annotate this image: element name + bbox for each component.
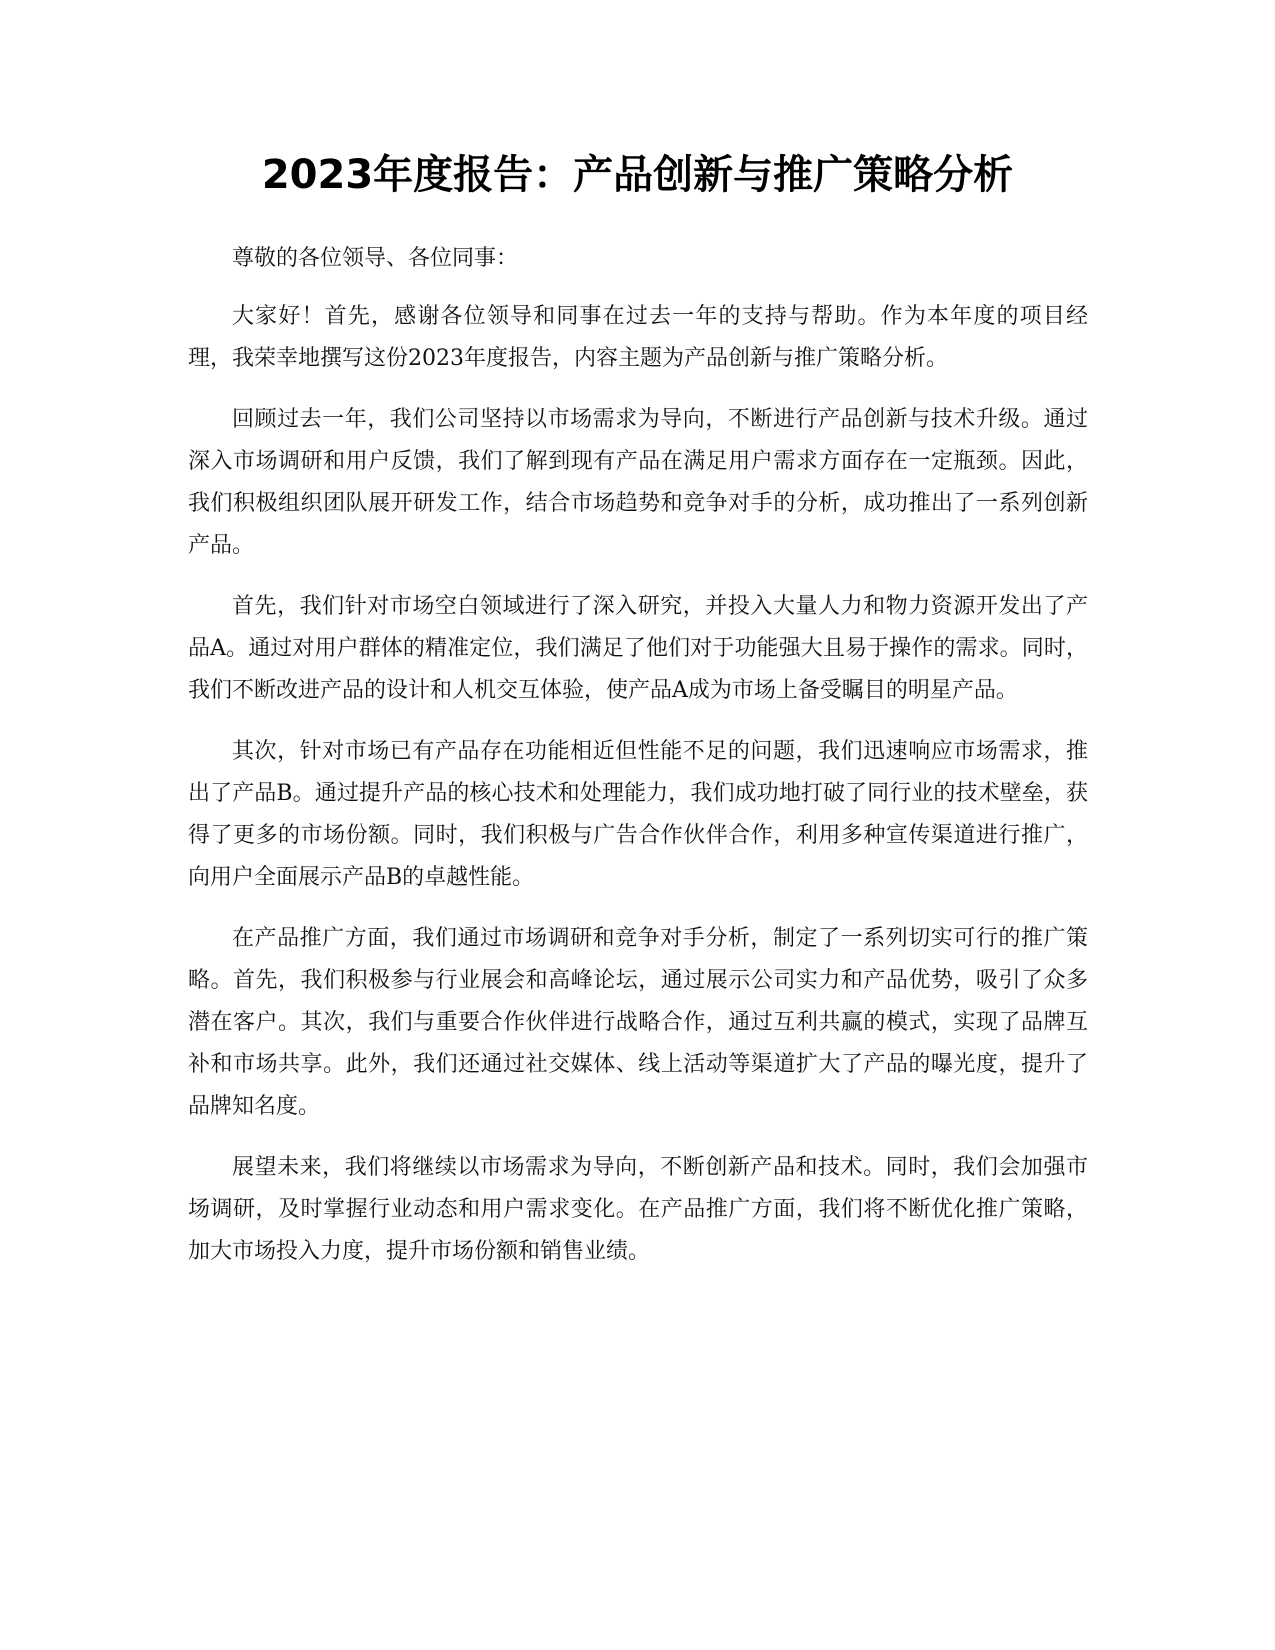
paragraph-product-a: 首先，我们针对市场空白领域进行了深入研究，并投入大量人力和物力资源开发出了产品A。通过对用户群体的精准定位，我们满足了他们对于功能强大且易于操作的需求。同时，我们不断改进产品的设计和人机交互体验，使产品A成为市场上备受瞩目的明星产品。 — [188, 594, 1088, 703]
paragraph-review: 回顾过去一年，我们公司坚持以市场需求为导向，不断进行产品创新与技术升级。通过深入市场调研和用户反馈，我们了解到现有产品在满足用户需求方面存在一定瓶颈。因此，我们积极组织团队展开研发工作，结合市场趋势和竞争对手的分析，成功推出了一系列创新产品。 — [188, 407, 1088, 558]
paragraph-promotion: 在产品推广方面，我们通过市场调研和竞争对手分析，制定了一系列切实可行的推广策略。首先，我们积极参与行业展会和高峰论坛，通过展示公司实力和产品优势，吸引了众多潜在客户。其次，我们与重要合作伙伴进行战略合作，通过互利共赢的模式，实现了品牌互补和市场共享。此外，我们还通过社交媒体、线上活动等渠道扩大了产品的曝光度，提升了品牌知名度。 — [188, 926, 1088, 1119]
paragraph-greeting: 大家好！首先，感谢各位领导和同事在过去一年的支持与帮助。作为本年度的项目经理，我荣幸地撰写这份2023年度报告，内容主题为产品创新与推广策略分析。 — [188, 304, 1088, 371]
paragraph-product-b: 其次，针对市场已有产品存在功能相近但性能不足的问题，我们迅速响应市场需求，推出了产品B。通过提升产品的核心技术和处理能力，我们成功地打破了同行业的技术壁垒，获得了更多的市场份额。同时，我们积极与广告合作伙伴合作，利用多种宣传渠道进行推广，向用户全面展示产品B的卓越性能。 — [188, 739, 1088, 890]
document-title: 2023年度报告：产品创新与推广策略分析 — [261, 152, 1014, 198]
paragraph-outlook: 展望未来，我们将继续以市场需求为导向，不断创新产品和技术。同时，我们会加强市场调研，及时掌握行业动态和用户需求变化。在产品推广方面，我们将不断优化推广策略，加大市场投入力度，提升市场份额和销售业绩。 — [188, 1155, 1088, 1264]
document-body — [188, 238, 1088, 1292]
salutation: 尊敬的各位领导、各位同事： — [232, 246, 519, 271]
